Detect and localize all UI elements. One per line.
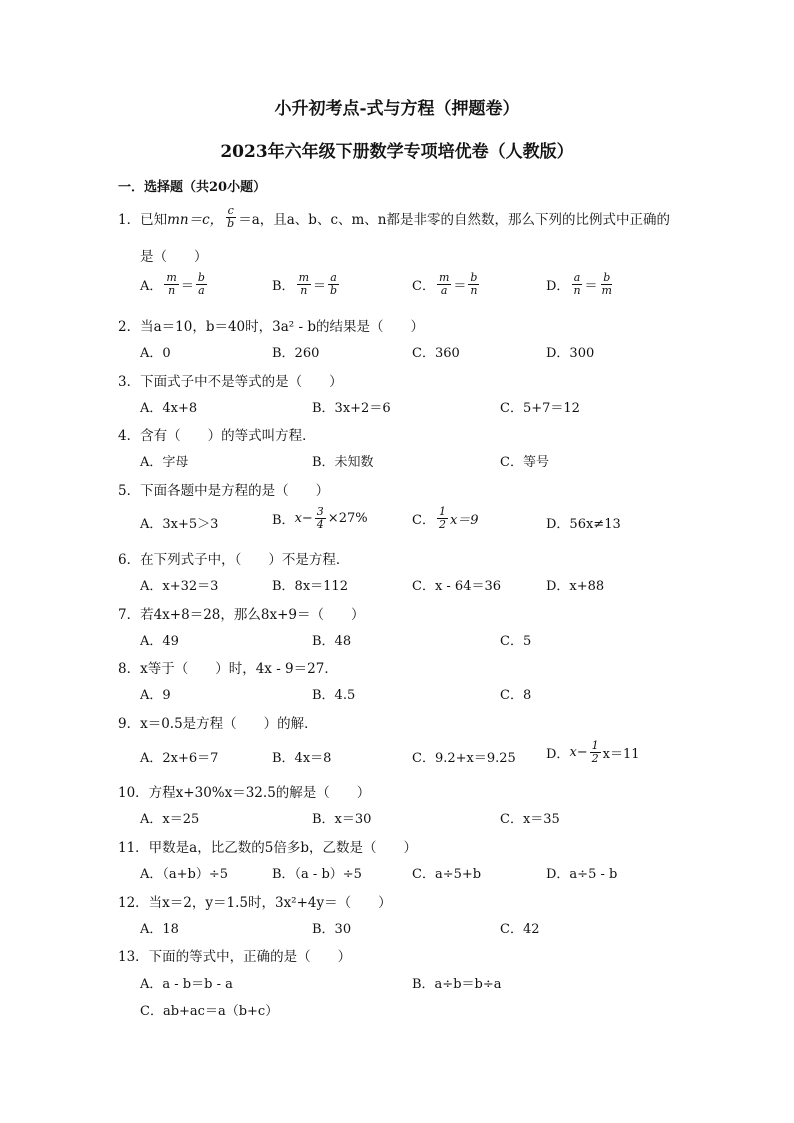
question-3-stem: 3．下面式子中不是等式的是（ ）	[118, 374, 343, 390]
q1-option-d	[546, 272, 616, 297]
q3-option-c: C．5+7＝12	[500, 401, 580, 416]
frac-num: b	[603, 271, 611, 284]
frac-den: n	[168, 284, 176, 297]
q10-option-a: A．x＝25	[140, 812, 200, 827]
option-fraction-right	[196, 272, 207, 297]
q13-option-c: C．ab+ac＝a（b+c）	[140, 1004, 279, 1019]
frac-num: b	[470, 271, 478, 284]
q3-option-a: A．4x+8	[140, 401, 198, 416]
q4-option-b: B．未知数	[312, 455, 374, 470]
frac-den: m	[601, 284, 612, 297]
option-fraction-left	[571, 272, 582, 297]
q11-option-d: D．a÷5 - b	[546, 867, 618, 882]
q1-option-b	[272, 272, 341, 297]
question-1-stem-cont: 是（ ）	[140, 249, 208, 265]
q11-option-b: B．（a - b）÷5	[272, 867, 362, 882]
q1-frac-num: c	[227, 204, 234, 217]
q10-option-b: B．x＝30	[312, 812, 372, 827]
equals-sign: ＝	[453, 279, 467, 294]
option-label: C．	[412, 513, 435, 528]
question-5-stem: 5．下面各题中是方程的是（ ）	[118, 483, 330, 499]
option-fraction-right	[328, 272, 339, 297]
equals-sign: ＝	[313, 279, 327, 294]
q9-option-b: B．4x＝8	[272, 751, 332, 766]
frac-num: b	[197, 271, 205, 284]
option-fraction	[590, 740, 601, 765]
option-fraction-left	[297, 272, 311, 297]
frac-den: a	[440, 284, 448, 297]
q13-option-a: A．a - b＝b - a	[140, 977, 233, 992]
q5-option-a: A．3x+5＞3	[140, 517, 219, 532]
option-label: B．	[272, 279, 295, 294]
option-fraction-right	[600, 272, 614, 297]
q2-option-d: D．300	[546, 346, 595, 361]
q8-option-c: C．8	[500, 688, 532, 703]
option-label: A．	[140, 279, 163, 294]
frac-num: 1	[438, 505, 446, 518]
frac-num: m	[298, 271, 309, 284]
document-title: 小升初考点-式与方程（押题卷）	[274, 99, 520, 119]
q2-option-b: B．260	[272, 346, 320, 361]
q6-option-b: B．8x＝112	[272, 579, 348, 594]
frac-den: n	[573, 284, 581, 297]
q1-stem-a: 1．已知	[118, 211, 168, 228]
option-label: D．	[546, 747, 570, 762]
q12-option-a: A．18	[140, 922, 179, 937]
expr-part: x＝11	[602, 747, 640, 762]
q11-option-c: C．a÷5+b	[412, 867, 482, 882]
option-fraction-right	[468, 272, 479, 297]
frac-den: n	[470, 284, 478, 297]
frac-num: 1	[591, 739, 599, 752]
question-10-stem: 10．方程x+30%x＝32.5的解是（ ）	[118, 785, 371, 801]
q1-fraction	[225, 205, 236, 230]
q5-option-d: D．56x≠13	[546, 517, 621, 532]
question-1-stem	[118, 205, 670, 230]
question-4-stem: 4．含有（ ）的等式叫方程．	[118, 428, 316, 444]
q12-option-b: B．30	[312, 922, 352, 937]
q2-option-a: A．0	[140, 346, 171, 361]
frac-num: a	[330, 271, 337, 284]
q6-option-d: D．x+88	[546, 579, 605, 594]
question-6-stem: 6．在下列式子中，（ ）不是方程．	[118, 552, 350, 568]
q1-stem-b: ＝a，且a、b、c、m、n都是非零的自然数，那么下列的比例式中正确的	[238, 211, 670, 228]
q4-option-c: C．等号	[500, 455, 549, 470]
frac-den: b	[330, 284, 338, 297]
option-label: B．	[272, 513, 295, 528]
frac-den: n	[300, 284, 308, 297]
q9-option-d	[546, 740, 640, 765]
expr-part: ×27%	[327, 511, 368, 526]
q7-option-a: A．49	[140, 634, 179, 649]
q1-option-a	[140, 272, 209, 297]
question-9-stem: 9．x＝0.5是方程（ ）的解．	[118, 716, 318, 732]
question-13-stem: 13．下面的等式中，正确的是（ ）	[118, 949, 352, 965]
q6-option-a: A．x+32＝3	[140, 579, 219, 594]
frac-den: 2	[438, 518, 446, 531]
question-2-stem: 2．当a＝10，b＝40时，3a² - b的结果是（ ）	[118, 319, 424, 335]
option-label: D．	[546, 279, 570, 294]
q10-option-c: C．x＝35	[500, 812, 560, 827]
section-heading: 一．选择题（共20小题）	[118, 180, 267, 195]
q5-option-b	[272, 506, 368, 531]
frac-num: m	[166, 271, 177, 284]
expr-part: x−	[569, 745, 588, 760]
equals-sign: ＝	[584, 279, 598, 294]
document-subtitle: 2023年六年级下册数学专项培优卷（人教版）	[220, 142, 574, 162]
q1-frac-den: b	[227, 217, 235, 230]
q1-stem-mn: mn＝c，	[167, 211, 224, 228]
option-fraction	[437, 506, 448, 531]
q9-option-c: C．9.2+x＝9.25	[412, 751, 516, 766]
frac-den: 2	[591, 752, 599, 765]
q6-option-c: C．x - 64＝36	[412, 579, 502, 594]
expr-part: x＝9	[449, 513, 479, 528]
frac-den: a	[198, 284, 205, 297]
q7-option-b: B．48	[312, 634, 352, 649]
frac-num: 3	[316, 505, 324, 518]
q8-option-b: B．4.5	[312, 688, 356, 703]
q7-option-c: C．5	[500, 634, 532, 649]
q8-option-a: A．9	[140, 688, 171, 703]
frac-num: m	[438, 271, 450, 284]
option-fraction	[315, 506, 326, 531]
q4-option-a: A．字母	[140, 455, 189, 470]
q1-option-c	[412, 272, 482, 297]
frac-num: a	[573, 271, 581, 284]
frac-den: 4	[316, 518, 324, 531]
option-label: C．	[412, 279, 435, 294]
q9-option-a: A．2x+6＝7	[140, 751, 219, 766]
question-7-stem: 7．若4x+8＝28，那么8x+9＝（ ）	[118, 607, 365, 623]
q12-option-c: C．42	[500, 922, 540, 937]
equals-sign: ＝	[180, 279, 194, 294]
q11-option-a: A．（a+b）÷5	[140, 867, 229, 882]
question-12-stem: 12．当x＝2，y＝1.5时，3x²+4y＝（ ）	[118, 895, 392, 911]
q5-option-c	[412, 506, 479, 531]
expr-part: x−	[294, 511, 313, 526]
option-fraction-left	[437, 272, 451, 297]
q13-option-b: B．a÷b＝b÷a	[412, 977, 502, 992]
q2-option-c: C．360	[412, 346, 460, 361]
question-8-stem: 8．x等于（ ）时，4x - 9＝27．	[118, 661, 338, 677]
option-fraction-left	[164, 272, 178, 297]
q3-option-b: B．3x+2＝6	[312, 401, 391, 416]
question-11-stem: 11．甲数是a，比乙数的5倍多b，乙数是（ ）	[118, 840, 417, 856]
